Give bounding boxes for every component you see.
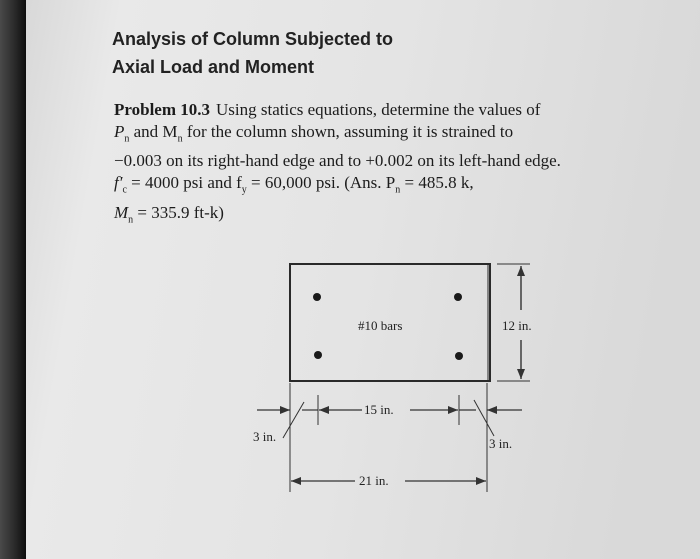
rebar-top-right [454,293,462,301]
problem-line-5: $M_n = 335.9$ ft-k) [114,202,224,226]
bars-label: #10 bars [358,318,403,333]
total-width-label: 21 in. [359,473,389,488]
rebar-bottom-right [455,352,463,360]
arrowhead-left-cover [280,406,290,414]
rebar-bottom-left [314,351,322,359]
arrowhead-up [517,266,525,276]
arrowhead-right [448,406,458,414]
inner-width-label: 15 in. [364,402,394,417]
section-heading-line2: Axial Load and Moment [112,57,315,77]
leader-right-cover [474,400,494,436]
arrowhead-right-cover [487,406,497,414]
problem-number: Problem 10.3 [114,100,211,119]
section-heading-line1: Analysis of Column Subjected to [112,29,394,49]
left-cover-label: 3 in. [253,429,277,444]
rebar-top-left [313,293,321,301]
arrowhead-down [517,369,525,379]
problem-line-4: $f'_c = 4000$ psi and $f_y = 60,000$ psi. (Ans. $P_n = 485.8$ k, [114,173,474,196]
right-cover-label: 3 in. [489,436,513,451]
arrowhead-21-right [476,477,486,485]
arrowhead-21-left [291,477,301,485]
arrowhead-left [319,406,329,414]
leader-left-cover [283,402,304,438]
problem-line-2: $P_n$ and $M_n$ for the column shown, assuming it is strained to [114,122,514,145]
problem-line-1: Problem 10.3 Using statics equations, determine the values of [114,100,541,119]
problem-line-3: −0.003 on its right-hand edge and to +0.002 on its left-hand edge. [114,151,561,171]
height-label: 12 in. [502,318,532,333]
